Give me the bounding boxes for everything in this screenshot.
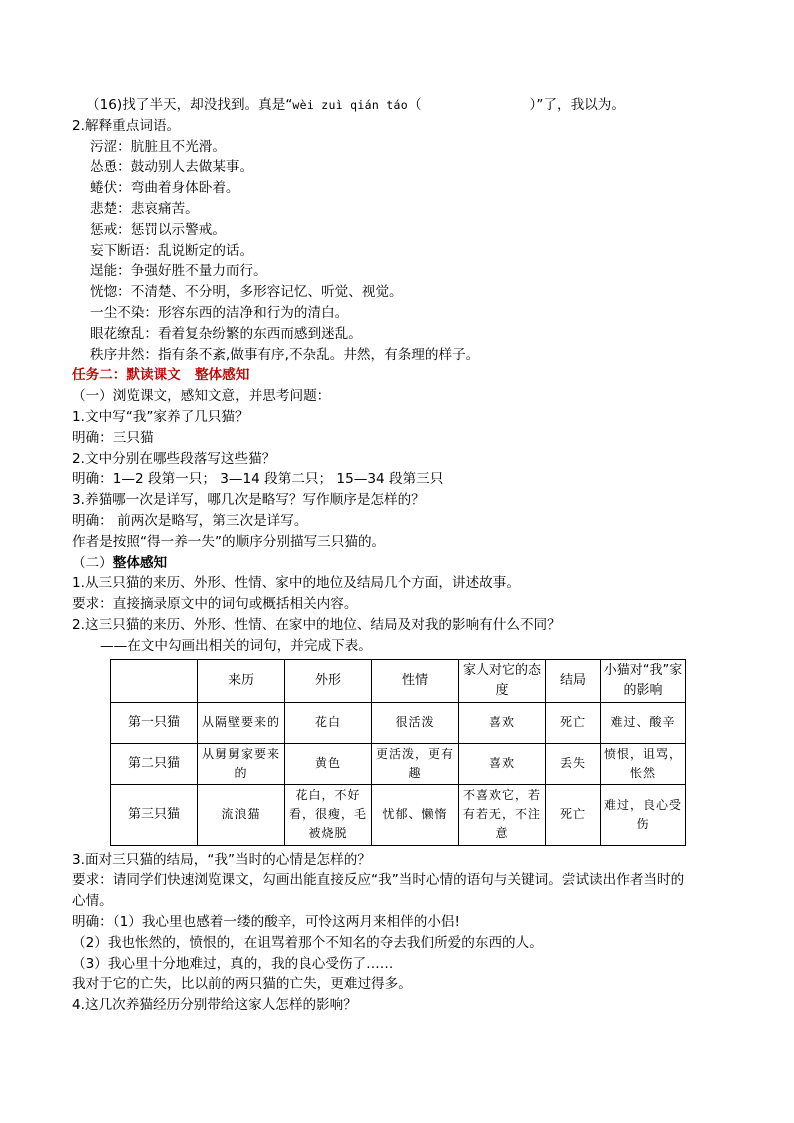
table-cell: 死亡 [546, 702, 601, 743]
table-header-cell: 来历 [198, 659, 285, 702]
row-label: 第二只猫 [111, 743, 198, 784]
table-cell: 愤恨，诅骂，怅然 [601, 743, 686, 784]
table-row [111, 702, 686, 743]
document-page [72, 95, 732, 1016]
answer-3-cont: 作者是按照“得一养一失”的顺序分别描写三只猫的。 [72, 533, 386, 550]
vocab-item: 蜷伏：弯曲着身体卧着。 [90, 180, 240, 197]
table-cell: 难过，良心受伤 [601, 784, 686, 845]
open-paren: （ [407, 97, 422, 113]
task2-label: 任务二：默读课文 [72, 367, 181, 384]
question-4: 4.这几次养猫经历分别带给这家人怎样的影响？ [72, 997, 357, 1014]
vocab-item: 惩戒：惩罚以示警戒。 [90, 221, 226, 238]
table-cell: 更活泼，更有趣 [372, 743, 459, 784]
answer-quote-1: 明确：（1）我心里也感着一缕的酸辛，可怜这两月来相伴的小侣! [72, 913, 460, 930]
vocab-item: 怂恿：鼓动别人去做某事。 [90, 159, 254, 176]
vocab-item: 眼花缭乱：看着复杂纷繁的东西而感到迷乱。 [90, 325, 362, 342]
table-cell: 喜欢 [459, 702, 546, 743]
table-header-cell [111, 659, 198, 702]
table-header-cell: 外形 [285, 659, 372, 702]
vocab-item: 悲楚：悲哀痛苦。 [90, 200, 199, 217]
answer-2: 明确：1—2 段第一只； 3—14 段第二只； 15—34 段第三只 [72, 471, 444, 488]
cats-comparison-table [110, 659, 686, 846]
table-cell: 忧郁、懒惰 [372, 784, 459, 845]
table-header-cell: 结局 [546, 659, 601, 702]
table-header-cell: 家人对它的态度 [459, 659, 546, 702]
table-cell: 黄色 [285, 743, 372, 784]
table-cell: 花白，不好看，很瘦，毛被烧脱 [285, 784, 372, 845]
section2-prefix: （二） [72, 554, 113, 571]
requirement: 要求：直接摘录原文中的词句或概括相关内容。 [72, 596, 358, 613]
table-cell: 很活泼 [372, 702, 459, 743]
table-cell: 从隔壁要来的 [198, 702, 285, 743]
vocab-item: 妄下断语：乱说断定的话。 [90, 242, 254, 259]
table-header-cell: 小猫对“我”家的影响 [601, 659, 686, 702]
requirement-2: 要求：请同学们快速浏览课文，勾画出能直接反应“我”当时心情的语句与关键词。尝试读出作者当时的 [72, 872, 685, 889]
question-1: 1.文中写“我”家养了几只猫？ [72, 408, 249, 425]
question-3: 3.养猫哪一次是详写，哪几次是略写？写作顺序是怎样的？ [72, 492, 425, 509]
table-header-row [111, 659, 686, 702]
table-instruction: ——在文中勾画出相关的词句，并完成下表。 [100, 637, 372, 654]
exercise-tail: ）”了，我以为。 [529, 97, 625, 113]
table-cell: 从舅舅家要来的 [198, 743, 285, 784]
item-1: 1.从三只猫的来历、外形、性情、家中的地位及结局几个方面，讲述故事。 [72, 575, 520, 592]
table-cell: 丢失 [546, 743, 601, 784]
section-heading-1: （一）浏览课文，感知文意，并思考问题： [72, 388, 331, 405]
table-cell: 难过、酸辛 [601, 702, 686, 743]
section2-title: 整体感知 [112, 554, 168, 571]
question-3b: 3.面对三只猫的结局，“我”当时的心情是怎样的？ [72, 851, 371, 868]
task2-label2: 整体感知 [194, 367, 250, 384]
answer-quote-4: 我对于它的亡失，比以前的两只猫的亡失，更难过得多。 [72, 976, 412, 993]
vocab-item: 恍惚：不清楚、不分明，多形容记忆、听觉、视觉。 [90, 284, 403, 301]
table-cell: 花白 [285, 702, 372, 743]
row-label: 第一只猫 [111, 702, 198, 743]
item-2: 2.这三只猫的来历、外形、性情、在家中的地位、结局及对我的影响有什么不同？ [72, 616, 561, 633]
vocab-item: 污涩：肮脏且不光滑。 [90, 138, 226, 155]
question-2: 2.文中分别在哪些段落写这些猫？ [72, 450, 276, 467]
pinyin-text: wèi zuì qián táo [292, 98, 408, 112]
vocab-item: 一尘不染：形容东西的洁净和行为的清白。 [90, 304, 349, 321]
table-header-cell: 性情 [372, 659, 459, 702]
exercise-text: （16)找了半天，却没找到。真是“ [86, 97, 293, 113]
answer-quote-2: （2）我也怅然的，愤恨的，在诅骂着那个不知名的夺去我们所爱的东西的人。 [72, 934, 543, 951]
table-cell: 死亡 [546, 784, 601, 845]
vocab-item: 逞能：争强好胜不量力而行。 [90, 263, 267, 280]
row-label: 第三只猫 [111, 784, 198, 845]
answer-quote-3: （3）我心里十分地难过，真的，我的良心受伤了…… [72, 955, 394, 972]
exercise-line-16 [72, 95, 732, 116]
table-row [111, 784, 686, 845]
table-cell: 不喜欢它，若有若无，不注意 [459, 784, 546, 845]
section-heading-2 [72, 553, 732, 574]
table-row [111, 743, 686, 784]
table-cell: 喜欢 [459, 743, 546, 784]
requirement-2-cont: 心情。 [72, 893, 113, 910]
task2-heading [72, 365, 732, 386]
answer-1: 明确：三只猫 [72, 429, 154, 446]
answer-3: 明确： 前两次是略写，第三次是详写。 [72, 512, 308, 529]
table-cell: 流浪猫 [198, 784, 285, 845]
vocab-item: 秩序井然：指有条不紊,做事有序,不杂乱。井然，有条理的样子。 [90, 346, 480, 363]
heading-vocab: 2.解释重点词语。 [72, 117, 181, 134]
